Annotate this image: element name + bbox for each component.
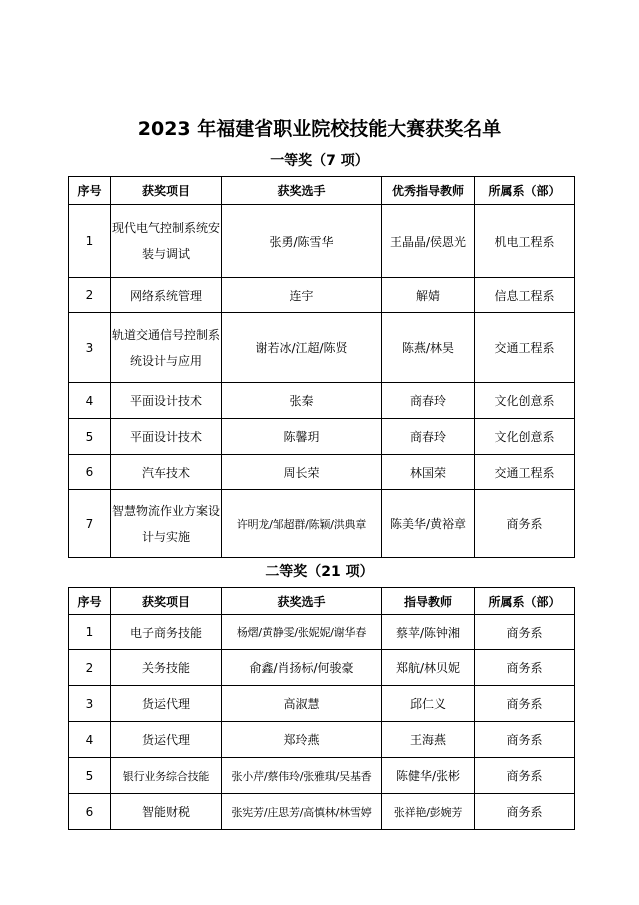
cell-no: 4 [69,383,111,419]
cell-students: 陈馨玥 [222,419,382,455]
cell-students: 杨熠/黄静雯/张妮妮/谢华春 [222,615,382,650]
cell-no: 2 [69,650,111,686]
table-row [69,794,575,830]
cell-no: 6 [69,455,111,490]
second-prize-table [68,587,575,830]
cell-project: 汽车技术 [111,455,222,490]
cell-teachers: 王海燕 [382,722,475,758]
header-no: 序号 [69,588,111,615]
header-project: 获奖项目 [111,588,222,615]
cell-dept: 商务系 [475,650,575,686]
header-students: 获奖选手 [222,588,382,615]
cell-dept: 交通工程系 [475,455,575,490]
cell-no: 4 [69,722,111,758]
header-project: 获奖项目 [111,177,222,205]
cell-teachers: 解婧 [382,278,475,313]
cell-project: 平面设计技术 [111,419,222,455]
cell-project: 平面设计技术 [111,383,222,419]
document-title: 2023 年福建省职业院校技能大赛获奖名单 [137,118,502,140]
table-row [69,205,575,278]
cell-teachers: 商春玲 [382,383,475,419]
cell-project: 电子商务技能 [111,615,222,650]
header-teachers: 优秀指导教师 [382,177,475,205]
cell-dept: 文化创意系 [475,419,575,455]
second-prize-heading: 二等奖（21 项） [265,564,374,580]
cell-project: 货运代理 [111,722,222,758]
cell-students: 谢若冰/江超/陈贤 [222,313,382,383]
cell-project: 轨道交通信号控制系统设计与应用 [111,313,222,383]
cell-students: 郑玲燕 [222,722,382,758]
cell-students: 许明龙/邹超群/陈颖/洪典章 [222,490,382,558]
cell-project: 网络系统管理 [111,278,222,313]
table-row [69,313,575,383]
cell-teachers: 蔡苹/陈钟湘 [382,615,475,650]
cell-teachers: 郑航/林贝妮 [382,650,475,686]
cell-project: 现代电气控制系统安装与调试 [111,205,222,278]
cell-dept: 文化创意系 [475,383,575,419]
first-prize-table [68,176,575,558]
cell-students: 高淑慧 [222,686,382,722]
table-row [69,278,575,313]
cell-project: 银行业务综合技能 [111,758,222,794]
cell-no: 2 [69,278,111,313]
cell-students: 俞鑫/肖扬标/何骏豪 [222,650,382,686]
cell-students: 周长荣 [222,455,382,490]
cell-dept: 信息工程系 [475,278,575,313]
cell-teachers: 邱仁义 [382,686,475,722]
table-row [69,383,575,419]
cell-project: 智能财税 [111,794,222,830]
table-row [69,650,575,686]
cell-no: 6 [69,794,111,830]
cell-students: 张小芹/蔡伟玲/张雅琪/吴基香 [222,758,382,794]
cell-teachers: 林国荣 [382,455,475,490]
table-row [69,722,575,758]
cell-no: 7 [69,490,111,558]
cell-teachers: 商春玲 [382,419,475,455]
table-row [69,686,575,722]
cell-students: 张勇/陈雪华 [222,205,382,278]
cell-no: 5 [69,419,111,455]
cell-dept: 商务系 [475,758,575,794]
header-dept: 所属系（部） [475,588,575,615]
cell-teachers: 陈美华/黄裕章 [382,490,475,558]
cell-dept: 商务系 [475,490,575,558]
cell-no: 5 [69,758,111,794]
cell-teachers: 陈燕/林昊 [382,313,475,383]
cell-teachers: 陈健华/张彬 [382,758,475,794]
cell-dept: 商务系 [475,615,575,650]
table-header-row [69,588,575,615]
cell-no: 1 [69,615,111,650]
cell-no: 1 [69,205,111,278]
cell-students: 连宇 [222,278,382,313]
cell-students: 张宪芳/庄思芳/高慎林/林雪婷 [222,794,382,830]
cell-project: 货运代理 [111,686,222,722]
table-row [69,419,575,455]
header-teachers: 指导教师 [382,588,475,615]
header-no: 序号 [69,177,111,205]
cell-dept: 机电工程系 [475,205,575,278]
table-row [69,758,575,794]
cell-dept: 商务系 [475,686,575,722]
table-row [69,455,575,490]
cell-project: 智慧物流作业方案设计与实施 [111,490,222,558]
cell-teachers: 张祥艳/彭婉芳 [382,794,475,830]
cell-students: 张秦 [222,383,382,419]
header-students: 获奖选手 [222,177,382,205]
cell-project: 关务技能 [111,650,222,686]
table-row [69,490,575,558]
table-row [69,615,575,650]
cell-dept: 商务系 [475,794,575,830]
header-dept: 所属系（部） [475,177,575,205]
cell-dept: 交通工程系 [475,313,575,383]
table-header-row [69,177,575,205]
cell-no: 3 [69,313,111,383]
first-prize-heading: 一等奖（7 项） [270,153,369,169]
cell-no: 3 [69,686,111,722]
cell-teachers: 王晶晶/侯恩光 [382,205,475,278]
cell-dept: 商务系 [475,722,575,758]
